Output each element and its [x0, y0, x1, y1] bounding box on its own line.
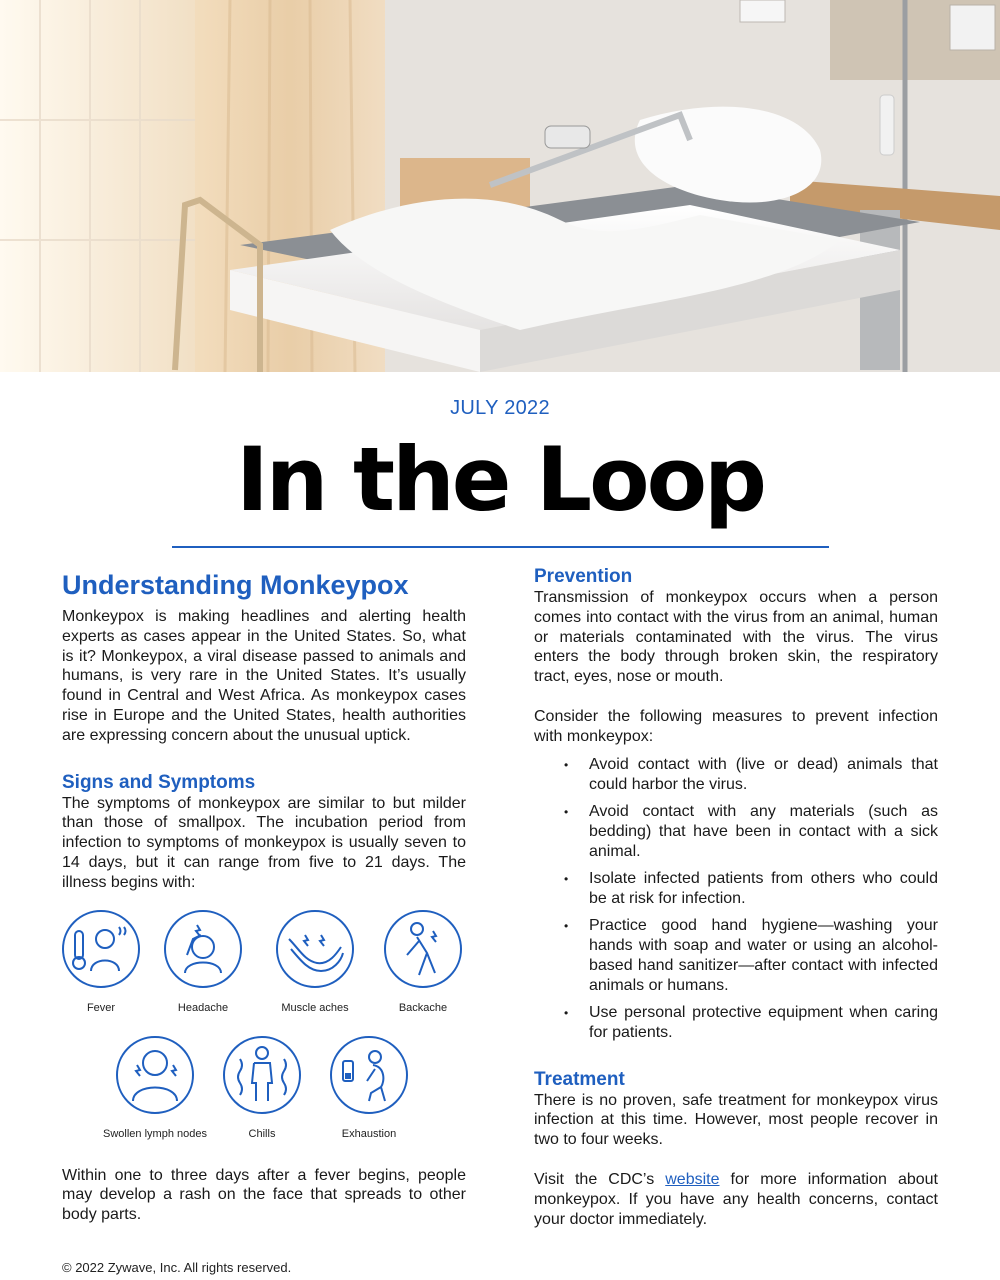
section-heading-monkeypox: Understanding Monkeypox: [62, 570, 409, 600]
list-item: • Isolate infected patients from others who could be at risk for infection.: [534, 869, 938, 909]
prevention-heading: Prevention: [534, 566, 633, 587]
newsletter-title: In the Loop: [235, 428, 765, 531]
symptom-backache: [368, 909, 478, 1014]
symptom-swollen-lymph-nodes: [100, 1035, 210, 1140]
muscle-aches-icon: [275, 909, 355, 989]
symptom-label: Exhaustion: [341, 1127, 397, 1140]
symptoms-icon-grid: [62, 909, 466, 1159]
signs-heading: Signs and Symptoms: [62, 771, 256, 793]
signs-paragraph: The symptoms of monkeypox are similar to but milder than those of smallpox. The incubation period from infection to symptoms of monkeypox is usually seven to 14 days, but it can range from five to 21 days. The illness begins with:: [62, 794, 466, 891]
rash-paragraph: Within one to three days after a fever begins, people may develop a rash on the face that spreads to other body parts.: [62, 1166, 466, 1224]
cdc-text-before: Visit the CDC’s: [534, 1170, 666, 1188]
symptom-fever: [46, 909, 156, 1014]
prevention-paragraph: Transmission of monkeypox occurs when a person comes into contact with the virus from an animal, human or materials contaminated with the virus. The virus enters the body through broken skin, the respiratory tract, eyes, nose or mouth.: [534, 589, 938, 686]
copyright-footer: © 2022 Zywave, Inc. All rights reserved.: [62, 1260, 292, 1275]
intro-paragraph: Monkeypox is making headlines and alerting health experts as cases appear in the United States. So, what is it? Monkeypox, a viral disease passed to animals and humans, is very rare in the United States. It’s usually found in Central and West Africa. As monkeypox cases rise in Europe and the United States, health authorities are expressing concern about the unusual uptick.: [62, 608, 466, 744]
symptom-label: Chills: [248, 1127, 276, 1140]
list-item: • Use personal protective equipment when caring for patients.: [534, 1003, 938, 1043]
left-column: [62, 568, 466, 1225]
symptom-exhaustion: [314, 1035, 424, 1140]
symptom-label: Muscle aches: [281, 1001, 349, 1014]
backache-icon: [383, 909, 463, 989]
fever-icon: [61, 909, 141, 989]
symptom-muscle-aches: [260, 909, 370, 1014]
symptom-headache: [148, 909, 258, 1014]
headache-icon: [163, 909, 243, 989]
hero-photo: [0, 0, 1000, 372]
symptom-chills: [207, 1035, 317, 1140]
list-item: • Avoid contact with any materials (such as bedding) that have been in contact with a sick animal.: [534, 802, 938, 862]
exhaustion-icon: [329, 1035, 409, 1115]
chills-icon: [222, 1035, 302, 1115]
symptom-label: Backache: [398, 1001, 448, 1014]
title-divider: [172, 546, 829, 548]
cdc-website-link[interactable]: website: [665, 1170, 720, 1188]
symptom-label: Fever: [86, 1001, 116, 1014]
right-column: [534, 566, 938, 1229]
treatment-paragraph: There is no proven, safe treatment for monkeypox virus infection at this time. However, most people recover in two to four weeks.: [534, 1091, 938, 1149]
list-item: • Practice good hand hygiene—washing your hands with soap and water or using an alcohol-based hand sanitizer—after contact with infected animals or humans.: [534, 916, 938, 996]
treatment-heading: Treatment: [534, 1068, 625, 1090]
prevention-measures-list: [534, 755, 938, 1043]
hospital-bed-photo: [0, 0, 1000, 372]
symptom-label: Swollen lymph nodes: [103, 1127, 207, 1140]
cdc-text-after: for more information about monkeypox. If you have any health concerns, contact your doctor immediately.: [534, 1170, 938, 1228]
measures-intro: Consider the following measures to prevent infection with monkeypox:: [534, 707, 938, 745]
symptom-label: Headache: [177, 1001, 229, 1014]
swollen-lymph-nodes-icon: [115, 1035, 195, 1115]
cdc-paragraph: [534, 1170, 938, 1229]
list-item: • Avoid contact with (live or dead) animals that could harbor the virus.: [534, 755, 938, 795]
issue-date: JULY 2022: [450, 397, 550, 419]
